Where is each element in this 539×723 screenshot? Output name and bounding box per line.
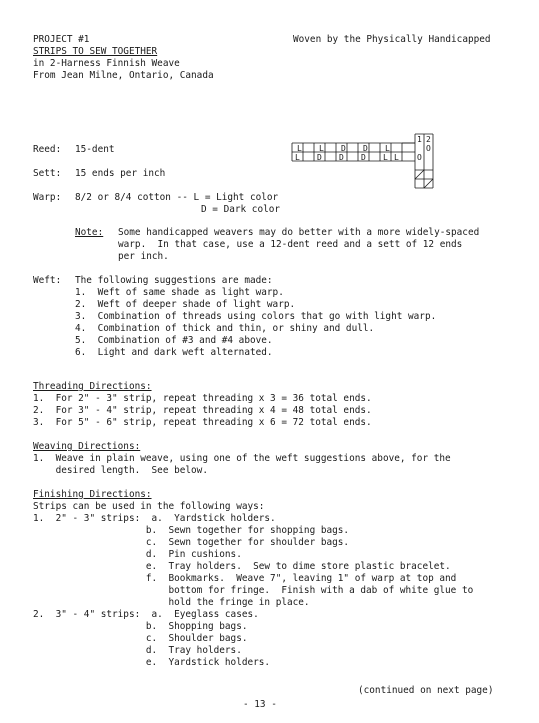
draft-r1-c4: D — [363, 144, 368, 153]
weaving-heading: Weaving Directions: — [33, 441, 141, 452]
finishing-line: e. Yardstick holders. — [33, 657, 271, 668]
finishing-line: b. Sewn together for shopping bags. — [33, 525, 350, 536]
tieup-num-1: 1 — [417, 135, 422, 144]
finishing-line: d. Pin cushions. — [33, 549, 242, 560]
finishing-line: c. Sewn together for shoulder bags. — [33, 537, 350, 548]
draft-r1-c5: L — [385, 144, 390, 153]
finishing-heading: Finishing Directions: — [33, 489, 152, 500]
threading-item: 3. For 5" - 6" strip, repeat threading x 6 = 72 total ends. — [33, 417, 372, 428]
weft-item: 2. Weft of deeper shade of light warp. — [75, 299, 296, 310]
source-line: From Jean Milne, Ontario, Canada — [33, 70, 214, 81]
tieup-num-2: 2 — [426, 135, 431, 144]
page-number: - 13 - — [243, 699, 277, 710]
draft-r2-c3: D — [339, 153, 344, 162]
draft-r2-c6: L — [394, 153, 399, 162]
project-number: PROJECT #1 — [33, 34, 90, 45]
weft-intro: The following suggestions are made: — [75, 275, 273, 286]
finishing-line: f. Bookmarks. Weave 7", leaving 1" of warp at top and — [33, 573, 457, 584]
finishing-line: e. Tray holders. Sew to dime store plastic bracelet. — [33, 561, 451, 572]
weft-item: 6. Light and dark weft alternated. — [75, 347, 273, 358]
reed-value: 15-dent — [75, 144, 115, 155]
threading-item: 1. For 2" - 3" strip, repeat threading x 3 = 36 total ends. — [33, 393, 372, 404]
page-title: STRIPS TO SEW TOGETHER — [33, 46, 158, 57]
finishing-line: b. Shopping bags. — [33, 621, 248, 632]
note-label: Note: — [75, 227, 104, 238]
note-line-2: warp. In that case, use a 12-dent reed and a sett of 12 ends — [118, 239, 463, 250]
woven-by: Woven by the Physically Handicapped — [293, 34, 491, 45]
draft-r2-c2: D — [317, 153, 322, 162]
draft-r2-c1: L — [295, 153, 300, 162]
draft-r2-c4: D — [361, 153, 366, 162]
weft-label: Weft: — [33, 275, 62, 286]
finishing-intro: Strips can be used in the following ways: — [33, 501, 265, 512]
weft-item: 5. Combination of #3 and #4 above. — [75, 335, 273, 346]
finishing-line: c. Shoulder bags. — [33, 633, 248, 644]
sett-label: Sett: — [33, 168, 62, 179]
threading-heading: Threading Directions: — [33, 381, 152, 392]
note-line-1: Some handicapped weavers may do better with a more widely-spaced — [118, 227, 480, 238]
note-line-3: per inch. — [118, 251, 169, 262]
tieup-o-2: O — [417, 153, 422, 162]
finishing-line: d. Tray holders. — [33, 645, 242, 656]
finishing-line: 1. 2" - 3" strips: a. Yardstick holders. — [33, 513, 276, 524]
finishing-line: hold the fringe in place. — [33, 597, 310, 608]
warp-label: Warp: — [33, 192, 62, 203]
draft-r1-c1: L — [297, 144, 302, 153]
draft-r2-c5: L — [383, 153, 388, 162]
weft-item: 4. Combination of thick and thin, or shiny and dull. — [75, 323, 375, 334]
threading-draft — [290, 133, 435, 193]
finishing-line: bottom for fringe. Finish with a dab of white glue to — [33, 585, 474, 596]
warp-value: 8/2 or 8/4 cotton -- L = Light color — [75, 192, 279, 203]
weaving-line-1: 1. Weave in plain weave, using one of the weft suggestions above, for the — [33, 453, 451, 464]
weave-type: in 2-Harness Finnish Weave — [33, 58, 180, 69]
continued-note: (continued on next page) — [358, 685, 494, 696]
weft-item: 1. Weft of same shade as light warp. — [75, 287, 284, 298]
draft-r1-c2: L — [319, 144, 324, 153]
reed-label: Reed: — [33, 144, 62, 155]
tieup-o-1: O — [426, 144, 431, 153]
draft-r1-c3: D — [341, 144, 346, 153]
weaving-line-2: desired length. See below. — [33, 465, 208, 476]
weft-item: 3. Combination of threads using colors that go with light warp. — [75, 311, 437, 322]
finishing-line: 2. 3" - 4" strips: a. Eyeglass cases. — [33, 609, 259, 620]
warp-value-dark: D = Dark color — [201, 204, 281, 215]
sett-value: 15 ends per inch — [75, 168, 166, 179]
threading-item: 2. For 3" - 4" strip, repeat threading x 4 = 48 total ends. — [33, 405, 372, 416]
